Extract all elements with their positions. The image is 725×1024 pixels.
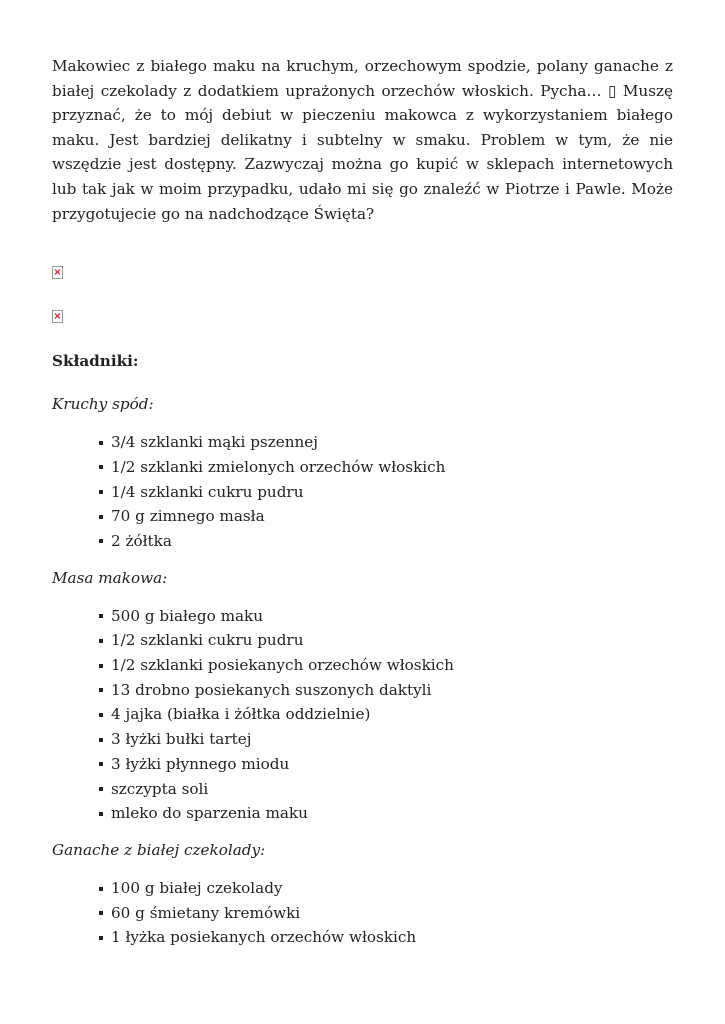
list-item: 60 g śmietany kremówki bbox=[99, 901, 673, 926]
list-item: 1/2 szklanki posiekanych orzechów włoskich bbox=[99, 653, 673, 678]
list-item: 1/2 szklanki zmielonych orzechów włoskich bbox=[99, 455, 673, 480]
list-item: 2 żółtka bbox=[99, 529, 673, 554]
list-item: 1/4 szklanki cukru pudru bbox=[99, 480, 673, 505]
article-content bbox=[52, 54, 673, 950]
list-item: 100 g białej czekolady bbox=[99, 876, 673, 901]
list-item: 70 g zimnego masła bbox=[99, 504, 673, 529]
intro-paragraph: Makowiec z białego maku na kruchym, orzechowym spodzie, polany ganache z białej czekolady z dodatkiem uprażonych orzechów włoskich. Pycha… ▯ Muszę przyznać, że to mój debiut w pieczeniu makowca z wykorzystaniem białego maku. Jest bardziej delikatny i subtelny w smaku. Problem w tym, że nie wszędzie jest dostępny. Zazwyczaj można go kupić w sklepach internetowych lub tak jak w moim przypadku, udało mi się go znaleźć w Piotrze i Pawle. Może przygotujecie go na nadchodzące Święta? bbox=[52, 57, 673, 223]
section-title-poppy-mass: Masa makowa: bbox=[52, 568, 168, 587]
list-item: 3 łyżki bułki tartej bbox=[99, 727, 673, 752]
ingredient-list-poppy-mass bbox=[52, 604, 673, 826]
list-item: 3 łyżki płynnego miodu bbox=[99, 752, 673, 777]
list-item: mleko do sparzenia maku bbox=[99, 801, 673, 826]
ingredient-list-ganache bbox=[52, 876, 673, 950]
list-item: 13 drobno posiekanych suszonych daktyli bbox=[99, 678, 673, 703]
list-item: 1/2 szklanki cukru pudru bbox=[99, 628, 673, 653]
broken-image-icon: × bbox=[53, 311, 62, 323]
list-item: 3/4 szklanki mąki pszennej bbox=[99, 430, 673, 455]
list-item: szczypta soli bbox=[99, 777, 673, 802]
list-item: 4 jajka (białka i żółtka oddzielnie) bbox=[99, 702, 673, 727]
broken-image-icon: × bbox=[53, 267, 62, 279]
section-title-ganache: Ganache z białej czekolady: bbox=[52, 841, 266, 859]
list-item: 1 łyżka posiekanych orzechów włoskich bbox=[99, 925, 673, 950]
ingredient-list-crust bbox=[52, 430, 673, 554]
list-item: 500 g białego maku bbox=[99, 604, 673, 629]
ingredients-heading: Składniki: bbox=[52, 352, 139, 371]
section-title-crust: Kruchy spód: bbox=[52, 395, 154, 414]
